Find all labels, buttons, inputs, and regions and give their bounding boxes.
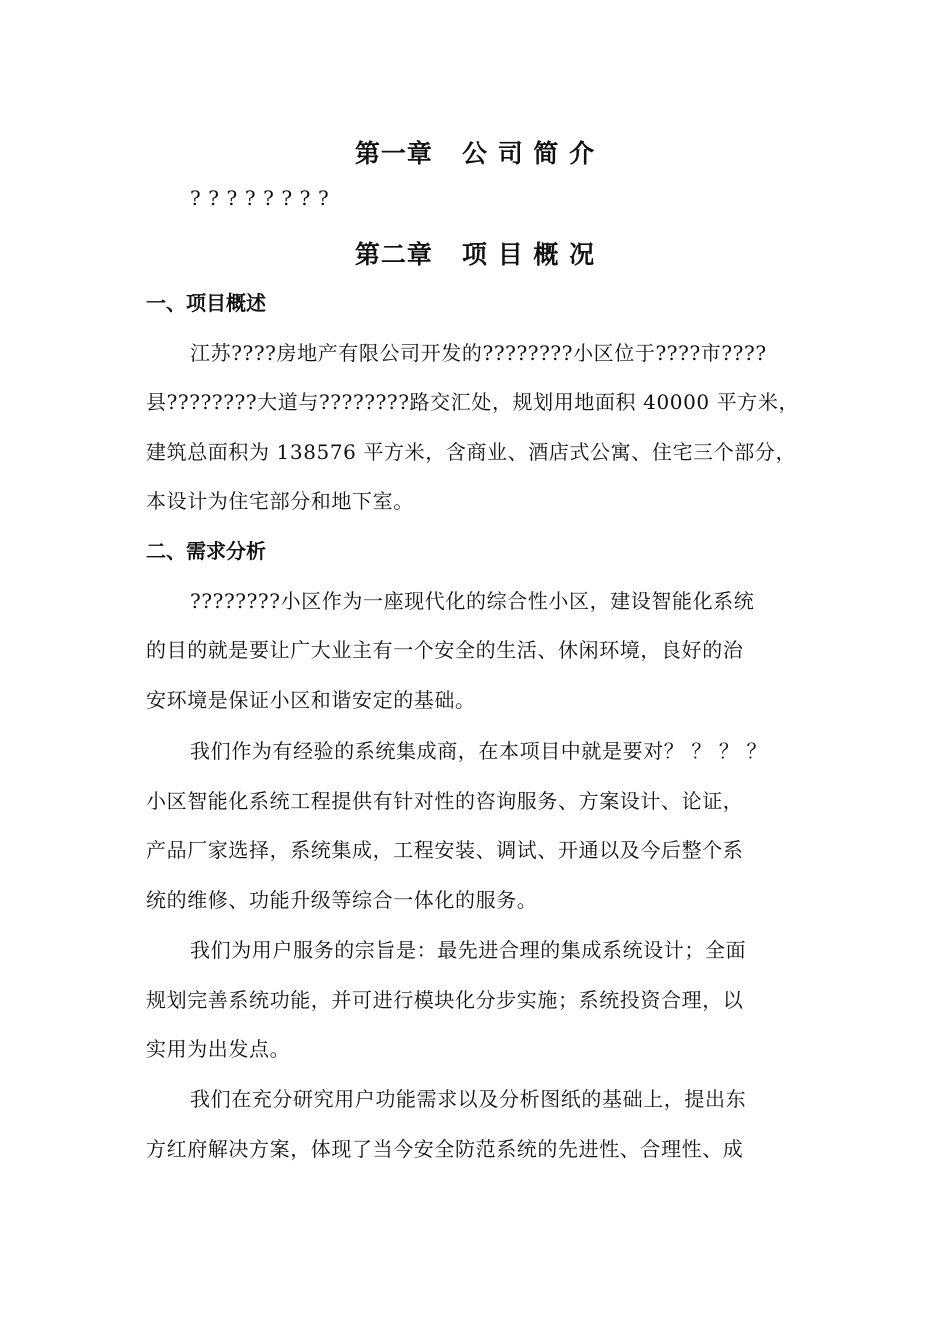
section-2-heading: 二、需求分析 <box>146 539 266 563</box>
section-2-paragraph-2-line: 小区智能化系统工程提供有针对性的咨询服务、方案设计、论证， <box>146 789 744 813</box>
section-1-line: 江苏????房地产有限公司开发的????????小区位于????市???? <box>190 341 767 365</box>
section-1-heading: 一、项目概述 <box>146 291 266 315</box>
section-2-paragraph-2-line: 产品厂家选择，系统集成，工程安装、调试、开通以及今后整个系 <box>146 838 744 862</box>
chapter-1-body: ? ? ? ? ? ? ? ? <box>190 186 330 210</box>
section-2-paragraph-1-line: ????????小区作为一座现代化的综合性小区，建设智能化系统 <box>190 589 755 613</box>
section-1-line: 建筑总面积为 138576 平方米，含商业、酒店式公寓、住宅三个部分， <box>146 440 797 464</box>
section-2-paragraph-4-line: 方红府解决方案，体现了当今安全防范系统的先进性、合理性、成 <box>146 1137 744 1161</box>
section-2-paragraph-2-line: 统的维修、功能升级等综合一体化的服务。 <box>146 888 538 912</box>
section-2-paragraph-2-line: 我们作为有经验的系统集成商，在本项目中就是要对？ ？ ？ ？ <box>190 739 768 763</box>
chapter-1-title: 第一章 公 司 简 介 <box>354 139 596 168</box>
section-2-paragraph-3-line: 规划完善系统功能，并可进行模块化分步实施；系统投资合理，以 <box>146 988 744 1012</box>
section-1-line: 县????????大道与????????路交汇处，规划用地面积 40000 平方米， <box>146 390 800 414</box>
section-2-paragraph-3-line: 实用为出发点。 <box>146 1037 291 1061</box>
section-2-paragraph-3-line: 我们为用户服务的宗旨是：最先进合理的集成系统设计；全面 <box>190 938 747 962</box>
section-2-paragraph-1-line: 安环境是保证小区和谐安定的基础。 <box>146 688 476 712</box>
section-2-paragraph-1-line: 的目的就是要让广大业主有一个安全的生活、休闲环境，良好的治 <box>146 638 744 662</box>
chapter-2-title: 第二章 项 目 概 况 <box>354 240 596 269</box>
section-2-paragraph-4-line: 我们在充分研究用户功能需求以及分析图纸的基础上，提出东 <box>190 1087 747 1111</box>
section-1-line: 本设计为住宅部分和地下室。 <box>146 489 414 513</box>
